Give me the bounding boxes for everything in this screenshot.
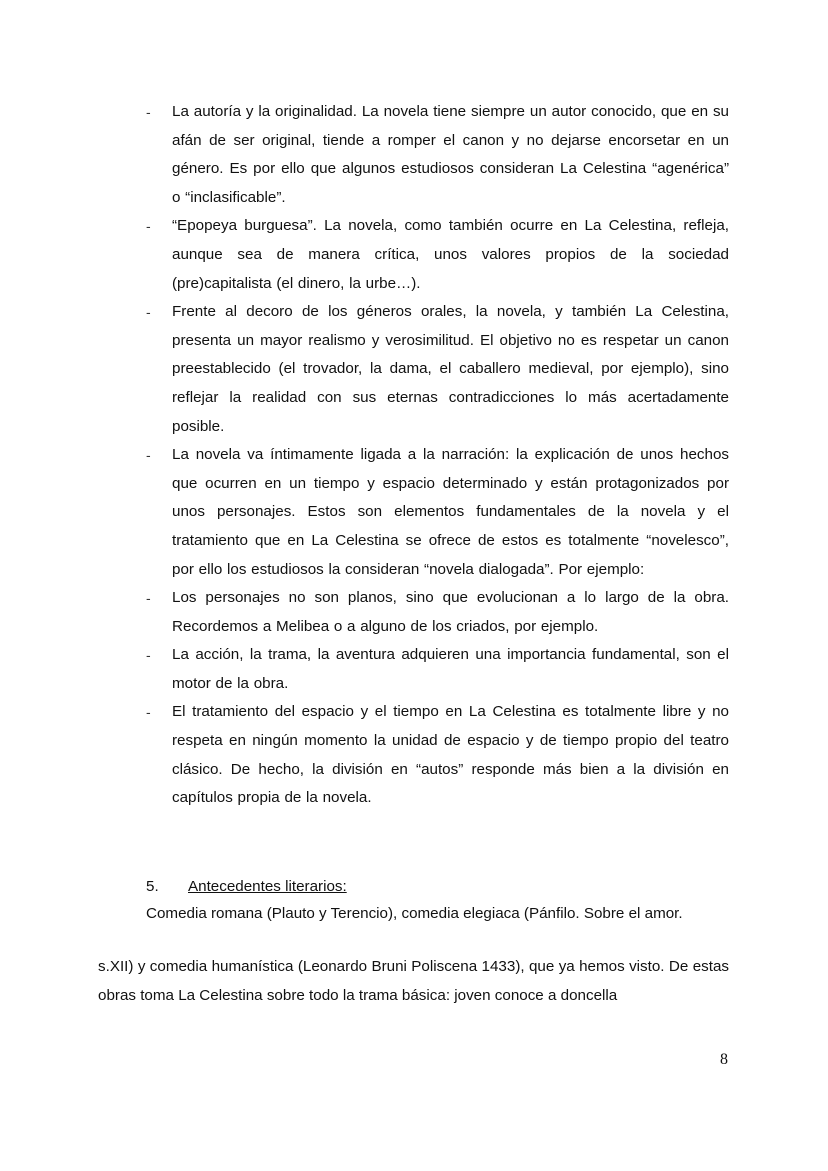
bullet-item	[146, 641, 729, 698]
bullet-item	[146, 298, 729, 441]
bullet-marker: -	[146, 590, 151, 607]
bullet-text: Frente al decoro de los géneros orales, la novela, y también La Celestina, presenta un mayor realismo y verosimilitud. El objetivo no es respetar un canon preestablecido (el trovador, la dama, el caballero medieval, por ejemplo), sino reflejar la realidad con sus eternas contradicciones lo más acertadamente posible.	[172, 303, 729, 435]
bullet-text: Los personajes no son planos, sino que evolucionan a lo largo de la obra. Recordemos a Melibea o a alguno de los criados, por ejemplo.	[172, 589, 729, 635]
bullet-text: “Epopeya burguesa”. La novela, como también ocurre en La Celestina, refleja, aunque sea de manera crítica, unos valores propios de la sociedad (pre)capitalista (el dinero, la urbe…).	[172, 217, 729, 292]
bullet-item	[146, 584, 729, 641]
bullet-marker: -	[146, 104, 151, 120]
bullet-text: La novela va íntimamente ligada a la narración: la explicación de unos hechos que ocurren en un tiempo y espacio determinado y están protagonizados por unos personajes. Estos son elementos fundamentales de la novela y el tratamiento que en La Celestina se ofrece de estos es totalmente “novelesco”, por ello los estudiosos la consideran “novela dialogada”. Por ejemplo:	[172, 446, 729, 578]
bullet-marker: -	[146, 647, 151, 664]
bullet-item	[146, 98, 729, 212]
section-first-line: Comedia romana (Plauto y Terencio), comedia elegiaca (Pánfilo. Sobre el amor.	[146, 905, 683, 922]
bullet-marker: -	[146, 704, 151, 721]
bullet-text: La autoría y la originalidad. La novela tiene siempre un autor conocido, que en su afán de ser original, tiende a romper el canon y no dejarse encorsetar en un género. Es por ello que algunos estudiosos consideran La Celestina “agenérica” o “inclasificable”.	[172, 103, 729, 206]
section-heading	[146, 876, 347, 898]
page-number: 8	[720, 1051, 728, 1068]
bullet-text: El tratamiento del espacio y el tiempo en La Celestina es totalmente libre y no respeta en ningún momento la unidad de espacio y de tiempo propio del teatro clásico. De hecho, la división en “autos” responde más bien a la división en capítulos propia de la novela.	[172, 703, 729, 807]
bullet-item	[146, 698, 729, 812]
bullet-item	[146, 212, 729, 298]
bullet-item	[146, 441, 729, 584]
bullet-marker: -	[146, 218, 151, 235]
bullet-list	[0, 98, 828, 813]
bullet-marker: -	[146, 447, 151, 464]
section-title: Antecedentes literarios:	[188, 878, 347, 895]
bullet-text: La acción, la trama, la aventura adquieren una importancia fundamental, son el motor de la obra.	[172, 646, 729, 692]
section-number: 5.	[146, 878, 159, 895]
bullet-marker: -	[146, 304, 151, 321]
body-paragraph: s.XII) y comedia humanística (Leonardo Bruni Poliscena 1433), que ya hemos visto. De estas obras toma La Celestina sobre todo la trama básica: joven conoce a doncella	[98, 958, 729, 1004]
